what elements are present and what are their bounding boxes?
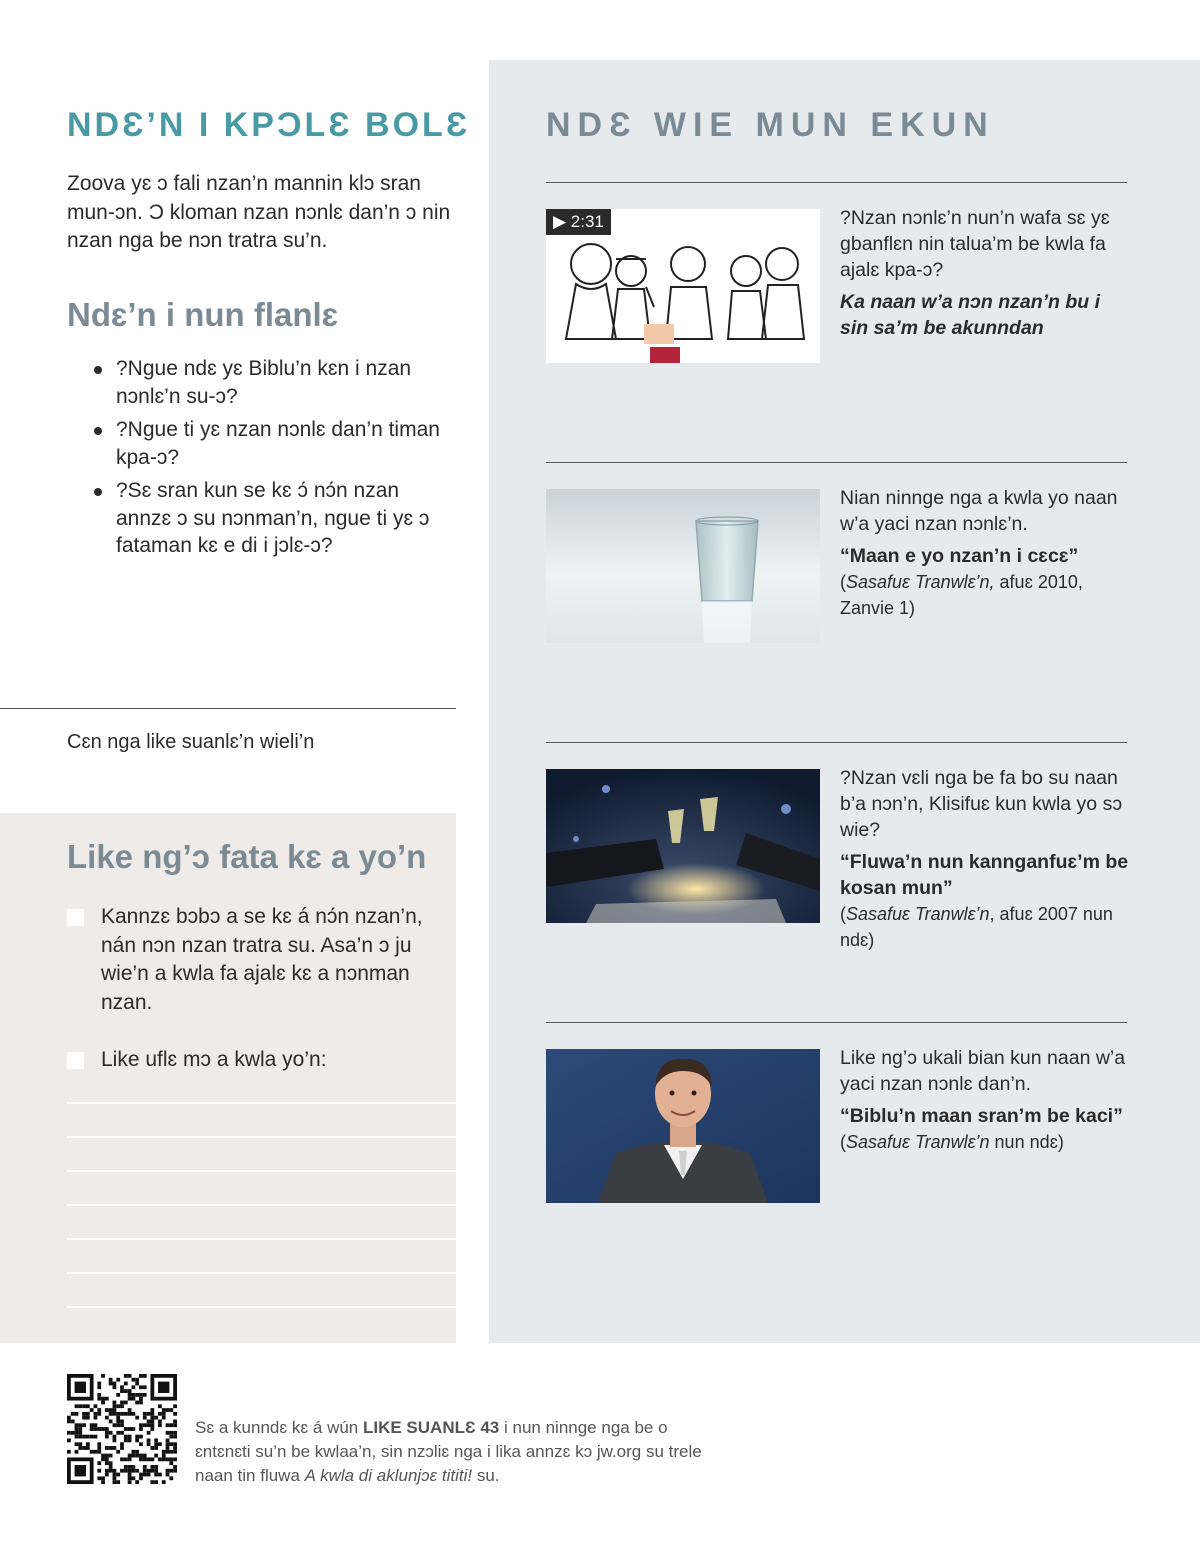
resource-divider xyxy=(546,1022,1127,1023)
resource-source xyxy=(840,569,1130,621)
resource-item xyxy=(840,485,1130,621)
source-publication: Sasafuɛ Tranwlɛ’n xyxy=(846,904,990,924)
resource-title[interactable]: Ka naan w’a nɔn nzan’n bu i sin sa’m be akunndan xyxy=(840,291,1101,339)
writing-line[interactable] xyxy=(67,1204,456,1206)
video-thumbnail[interactable] xyxy=(546,209,820,363)
footer-lesson-ref: LIKE SUANLƐ 43 xyxy=(362,1418,500,1437)
resource-item xyxy=(840,205,1130,341)
footer-book-title[interactable]: A kwla di aklunjɔɛ tititi! xyxy=(304,1466,473,1485)
writing-line[interactable] xyxy=(67,1102,456,1104)
footer-text-start: Sɛ a kunndɛ kɛ á wún xyxy=(195,1418,363,1437)
goal-checkbox[interactable] xyxy=(67,909,84,926)
intro-paragraph: Zoova yɛ ɔ fali nzan’n mannin klɔ sran mun-ɔn. Ɔ kloman nzan nɔnlɛ dan’n ɔ nin nzan nga be nɔn tratra su’n. xyxy=(67,172,451,252)
resource-title[interactable]: “Maan e yo nzan’n i cɛcɛ” xyxy=(840,545,1079,567)
next-lesson-label: Cɛn nga like suanlɛ’n wieli’n xyxy=(67,731,315,753)
source-date: nun ndɛ) xyxy=(989,1132,1064,1152)
goals-panel xyxy=(0,813,456,1343)
footer-note xyxy=(195,1416,715,1488)
question-item: ?Ngue ti yɛ nzan nɔnlɛ dan’n timan kpa-ɔ? xyxy=(92,416,452,471)
question-item: ?Sɛ sran kun se kɛ ɔ́ nɔ́n nzan annzɛ ɔ su nɔnman’n, ngue ti yɛ ɔ fataman kɛ e di i jɔlɛ-ɔ? xyxy=(92,477,452,560)
man-portrait-image xyxy=(546,1049,820,1203)
glass-image xyxy=(546,489,820,643)
source-date: , afuɛ 2007 nun ndɛ) xyxy=(840,904,1113,950)
resource-divider xyxy=(546,462,1127,463)
footer-text-end: su. xyxy=(472,1466,500,1485)
toast-image xyxy=(546,769,820,923)
resource-divider xyxy=(546,742,1127,743)
writing-line[interactable] xyxy=(67,1272,456,1274)
resource-title[interactable]: “Biblu’n maan sran’m be kaci” xyxy=(840,1105,1123,1127)
resource-source xyxy=(840,901,1130,953)
goal-checkbox[interactable] xyxy=(67,1052,84,1069)
resource-title[interactable]: “Fluwa’n nun kannganfuɛ’m be kosan mun” xyxy=(840,851,1129,899)
writing-line[interactable] xyxy=(67,1238,456,1240)
writing-line[interactable] xyxy=(67,1136,456,1138)
resource-intro: ?Nzan nɔnlɛ’n nun’n wafa sɛ yɛ gbanflɛn nin talua’m be kwla fa ajalɛ kpa-ɔ? xyxy=(840,207,1110,281)
resource-divider xyxy=(546,182,1127,183)
source-date: afuɛ 2010, Zanvie 1) xyxy=(840,572,1083,618)
video-duration: 2:31 xyxy=(570,212,604,231)
qr-code[interactable] xyxy=(67,1374,177,1484)
section-divider xyxy=(0,708,456,709)
footer-text-mid: i nun ninnge nga be o ɛntɛnɛti su’n be kwlaa’n, sin nzɔliɛ nga i lika annzɛ kɔ jw.org su trele naan tin fluwa xyxy=(195,1418,702,1485)
source-paren: ( xyxy=(840,1132,846,1152)
questions-heading: Ndɛ’n i nun flanlɛ xyxy=(67,296,339,333)
resource-item xyxy=(840,1045,1130,1155)
resource-intro: Nian ninnge nga a kwla yo naan w’a yaci nzan nɔnlɛ’n. xyxy=(840,487,1118,535)
questions-list xyxy=(92,355,452,566)
source-paren: ( xyxy=(840,572,846,592)
source-publication: Sasafuɛ Tranwlɛ’n, xyxy=(846,572,995,592)
source-publication: Sasafuɛ Tranwlɛ’n xyxy=(846,1132,990,1152)
video-duration-badge: ▶ 2:31 xyxy=(546,209,611,235)
writing-line[interactable] xyxy=(67,1306,456,1308)
question-item: ?Ngue ndɛ yɛ Biblu’n kɛn i nzan nɔnlɛ’n su-ɔ? xyxy=(92,355,452,410)
page-title: NDƐ’N I KPƆLƐ BOLƐ xyxy=(67,106,471,144)
related-heading: NDƐ WIE MUN EKUN xyxy=(546,106,995,144)
resource-item xyxy=(840,765,1130,953)
resource-intro: ?Nzan vɛli nga be fa bo su naan b’a nɔn’n, Klisifuɛ kun kwla yo sɔ wie? xyxy=(840,767,1123,841)
resource-intro: Like ng’ɔ ukali bian kun naan w’a yaci nzan nɔnlɛ dan’n. xyxy=(840,1047,1126,1095)
goals-heading: Like ng’ɔ fata kɛ a yo’n xyxy=(67,838,427,875)
goal-text: Kannzɛ bɔbɔ a se kɛ á nɔ́n nzan’n, nán nɔn nzan tratra su. Asa’n ɔ ju wie’n a kwla fa ajalɛ kɛ a nɔnman nzan. xyxy=(101,905,423,1014)
writing-line[interactable] xyxy=(67,1170,456,1172)
goal-text: Like uflɛ mɔ a kwla yo’n: xyxy=(101,1048,327,1071)
resource-source xyxy=(840,1129,1130,1155)
source-paren: ( xyxy=(840,904,846,924)
